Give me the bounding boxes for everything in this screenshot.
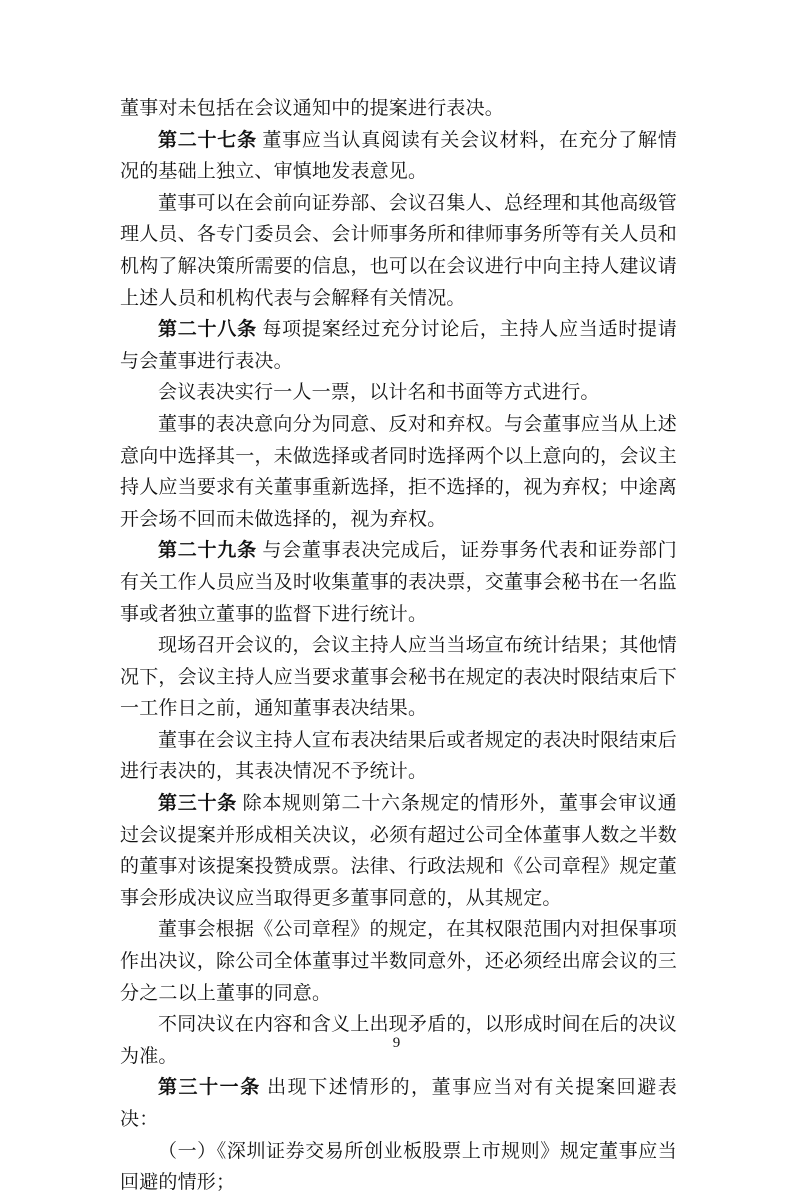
paragraph-text: 董事会根据《公司章程》的规定，在其权限范围内对担保事项作出决议，除公司全体董事过半数同意外，还必须经出席会议的三分之二以上董事的同意。 xyxy=(120,919,677,1004)
paragraph-text: 会议表决实行一人一票，以计名和书面等方式进行。 xyxy=(158,382,600,404)
paragraph xyxy=(120,914,677,1009)
article-number: 第二十八条 xyxy=(158,319,257,341)
paragraph xyxy=(120,725,677,788)
paragraph xyxy=(120,1072,677,1135)
paragraph xyxy=(120,630,677,725)
article-number: 第二十九条 xyxy=(158,540,257,562)
paragraph-text: 现场召开会议的，会议主持人应当当场宣布统计结果；其他情况下，会议主持人应当要求董事会秘书在规定的表决时限结束后下一工作日之前，通知董事表决结果。 xyxy=(120,635,677,720)
paragraph-text: 出现下述情形的，董事应当对有关提案回避表决： xyxy=(120,1077,677,1130)
article-number: 第三十条 xyxy=(158,793,238,815)
paragraph xyxy=(120,314,677,377)
paragraph xyxy=(120,535,677,630)
article-number: 第二十七条 xyxy=(158,129,257,151)
paragraph-text: 董事对未包括在会议通知中的提案进行表决。 xyxy=(120,98,505,119)
paragraph-text: 董事可以在会前向证券部、会议召集人、总经理和其他高级管理人员、各专门委员会、会计师事务所和律师事务所等有关人员和机构了解决策所需要的信息，也可以在会议进行中向主持人建议请上述人员和机构代表与会解释有关情况。 xyxy=(120,192,677,309)
paragraph xyxy=(120,377,677,409)
paragraph-text: 不同决议在内容和含义上出现矛盾的，以形成时间在后的决议为准。 xyxy=(120,1014,677,1067)
paragraph xyxy=(120,1136,677,1199)
paragraph-text: 与会董事表决完成后，证券事务代表和证券部门有关工作人员应当及时收集董事的表决票，交董事会秘书在一名监事或者独立董事的监督下进行统计。 xyxy=(120,540,677,625)
document-content xyxy=(120,93,677,1199)
paragraph xyxy=(120,788,677,914)
paragraph-text: 董事在会议主持人宣布表决结果后或者规定的表决时限结束后进行表决的，其表决情况不予统计。 xyxy=(120,729,677,783)
paragraph-text: 董事的表决意向分为同意、反对和弃权。与会董事应当从上述意向中选择其一，未做选择或者同时选择两个以上意向的，会议主持人应当要求有关董事重新选择，拒不选择的，视为弃权；中途离开会场不回而未做选择的，视为弃权。 xyxy=(120,413,677,530)
article-number: 第三十一条 xyxy=(158,1077,261,1099)
paragraph xyxy=(120,188,677,314)
paragraph xyxy=(120,409,677,535)
paragraph-text: 除本规则第二十六条规定的情形外，董事会审议通过会议提案并形成相关决议，必须有超过公司全体董事人数之半数的董事对该提案投赞成票。法律、行政法规和《公司章程》规定董事会形成决议应当取得更多董事同意的，从其规定。 xyxy=(120,793,678,909)
paragraph-text: 每项提案经过充分讨论后，主持人应当适时提请与会董事进行表决。 xyxy=(120,319,677,372)
paragraph-text: 董事应当认真阅读有关会议材料，在充分了解情况的基础上独立、审慎地发表意见。 xyxy=(120,129,677,183)
paragraph-text: （一）《深圳证券交易所创业板股票上市规则》规定董事应当回避的情形； xyxy=(120,1140,677,1194)
paragraph xyxy=(120,125,677,188)
page-number: 9 xyxy=(392,1035,401,1051)
paragraph xyxy=(120,93,677,125)
